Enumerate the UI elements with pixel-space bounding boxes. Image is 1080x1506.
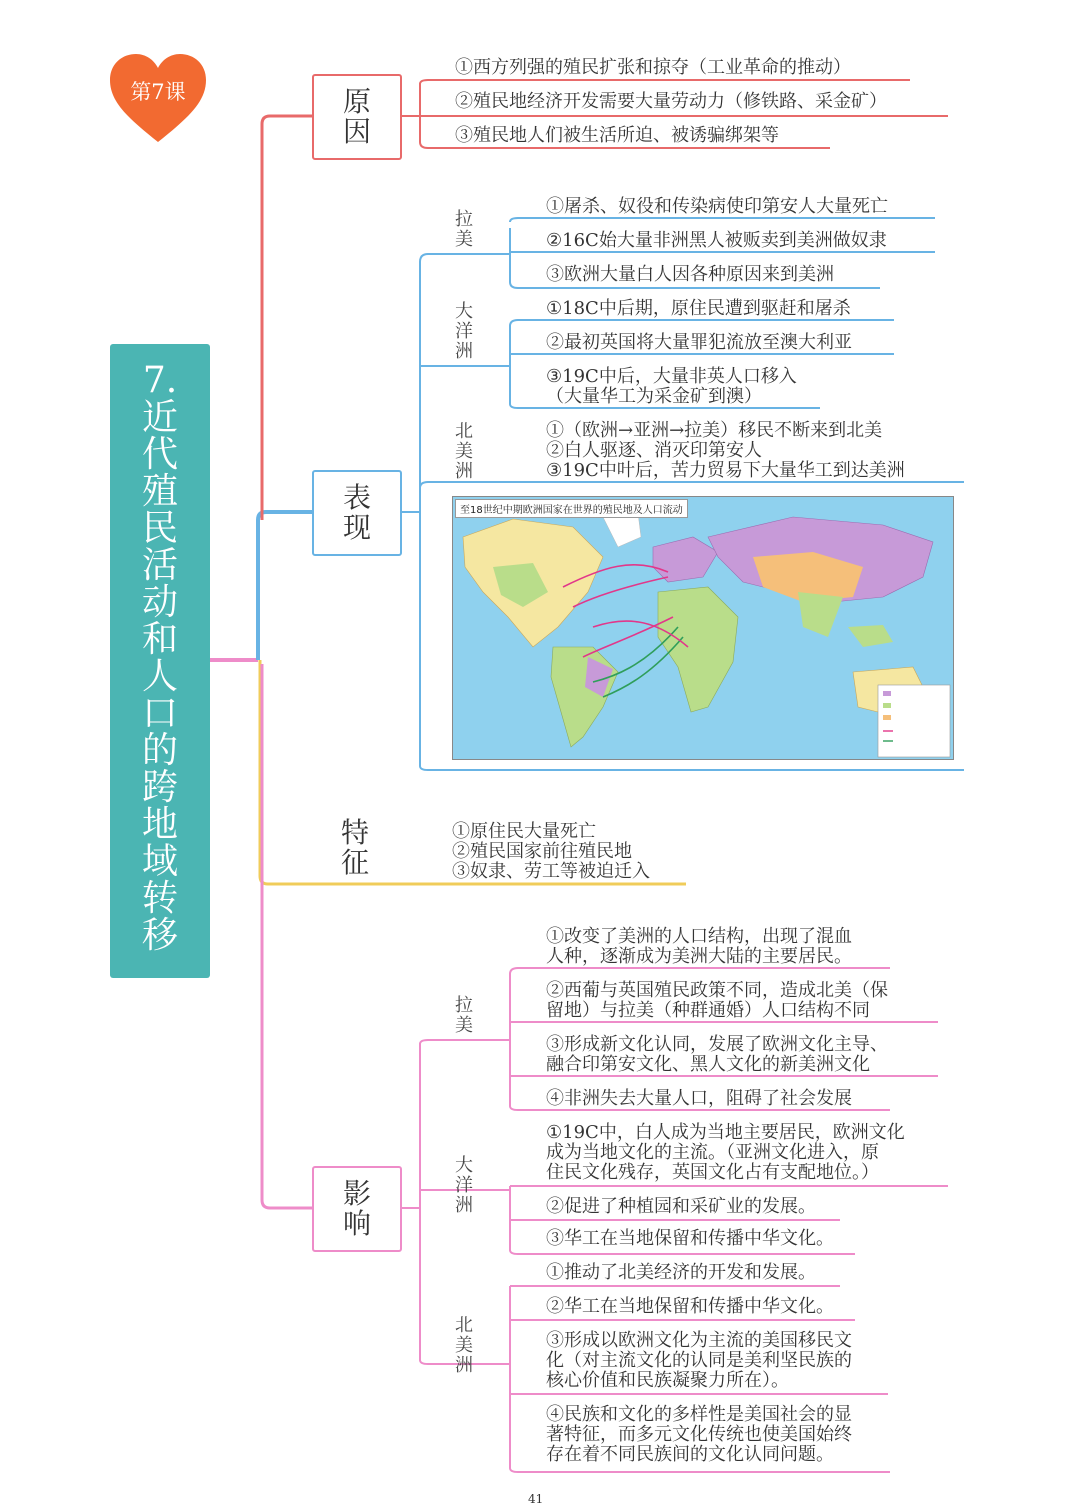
- performance-latam-item: ②16C始大量非洲黑人被贩卖到美洲做奴隶: [546, 230, 887, 251]
- category-impact: [312, 1166, 402, 1252]
- category-performance-label: 表现: [342, 481, 371, 544]
- main-title-number: 7.: [142, 360, 178, 401]
- impact-latam-label: 拉美: [455, 995, 473, 1036]
- lesson-badge-label: 第7课: [130, 80, 186, 104]
- impact-north-america-item: 存在着不同民族间的文化认同问题。: [546, 1444, 834, 1465]
- performance-oceania-item: ③19C中后，大量非英人口移入: [546, 366, 797, 387]
- performance-oceania-item: ①18C中后期，原住民遭到驱赶和屠杀: [546, 298, 851, 319]
- impact-latam-item: ④非洲失去大量人口，阻碍了社会发展: [546, 1088, 852, 1109]
- reason-item: ①西方列强的殖民扩张和掠夺（工业革命的推动）: [455, 57, 851, 78]
- feature-item: ①原住民大量死亡: [452, 821, 596, 842]
- performance-oceania-item: ②最初英国将大量罪犯流放至澳大利亚: [546, 332, 852, 353]
- impact-latam-item: ②西葡与英国殖民政策不同，造成北美（保: [546, 980, 888, 1001]
- world-map-image: [453, 497, 953, 759]
- page-number: 41: [528, 1492, 544, 1506]
- impact-latam-item: 人种，逐渐成为美洲大陆的主要居民。: [546, 946, 852, 967]
- performance-oceania-item: （大量华工为采金矿到澳）: [546, 386, 762, 407]
- impact-north-america-item: ③形成以欧洲文化为主流的美国移民文: [546, 1330, 852, 1351]
- impact-north-america-item: 核心价值和民族凝聚力所在）。: [546, 1370, 789, 1391]
- performance-north-america-item: ③19C中叶后，苦力贸易下大量华工到达美洲: [546, 460, 905, 481]
- feature-item: ③奴隶、劳工等被迫迁入: [452, 861, 650, 882]
- impact-oceania-item: ②促进了种植园和采矿业的发展。: [546, 1196, 816, 1217]
- category-reasons: [312, 74, 402, 160]
- performance-oceania-label: 大洋洲: [455, 301, 473, 362]
- impact-oceania-item: 成为当地文化的主流。（亚洲文化进入，原: [546, 1142, 879, 1163]
- impact-north-america-item: ④民族和文化的多样性是美国社会的显: [546, 1404, 852, 1425]
- performance-north-america-label: 北美洲: [455, 421, 473, 482]
- impact-north-america-item: 化（对主流文化的认同是美利坚民族的: [546, 1350, 852, 1371]
- main-title-text: 近代殖民活动和人口的跨地域转移: [141, 397, 178, 956]
- impact-north-america-item: 著特征，而多元文化传统也使美国始终: [546, 1424, 852, 1445]
- impact-north-america-item: ②华工在当地保留和传播中华文化。: [546, 1296, 834, 1317]
- impact-latam-item: ①改变了美洲的人口结构，出现了混血: [546, 926, 852, 947]
- impact-north-america-item: ①推动了北美经济的开发和发展。: [546, 1262, 816, 1283]
- map-title: 至18世纪中期欧洲国家在世界的殖民地及人口流动: [455, 499, 688, 518]
- lesson-badge: [108, 52, 208, 144]
- impact-latam-item: 留地）与拉美（种群通婚）人口结构不同: [546, 1000, 870, 1021]
- performance-north-america-item: ①（欧洲→亚洲→拉美）移民不断来到北美: [546, 420, 883, 441]
- reason-item: ③殖民地人们被生活所迫、被诱骗绑架等: [455, 125, 779, 146]
- category-impact-label: 影响: [342, 1177, 371, 1240]
- feature-item: ②殖民国家前往殖民地: [452, 841, 632, 862]
- category-features-label: 特征: [340, 816, 369, 879]
- performance-latam-item: ③欧洲大量白人因各种原因来到美洲: [546, 264, 834, 285]
- category-performance: [312, 470, 402, 556]
- performance-north-america-item: ②白人驱逐、消灭印第安人: [546, 440, 762, 461]
- impact-oceania-label: 大洋洲: [455, 1155, 473, 1216]
- reason-item: ②殖民地经济开发需要大量劳动力（修铁路、采金矿）: [455, 91, 887, 112]
- main-title: [110, 344, 210, 978]
- performance-latam-label: 拉美: [455, 209, 473, 250]
- impact-oceania-item: 住民文化残存，英国文化占有支配地位。）: [546, 1162, 879, 1183]
- impact-north-america-label: 北美洲: [455, 1315, 473, 1376]
- performance-latam-item: ①屠杀、奴役和传染病使印第安人大量死亡: [546, 196, 888, 217]
- impact-oceania-item: ③华工在当地保留和传播中华文化。: [546, 1228, 834, 1249]
- category-reasons-label: 原因: [342, 85, 371, 148]
- impact-latam-item: ③形成新文化认同，发展了欧洲文化主导、: [546, 1034, 888, 1055]
- impact-oceania-item: ①19C中，白人成为当地主要居民，欧洲文化: [546, 1122, 905, 1143]
- colonial-migration-map: [452, 496, 954, 760]
- impact-latam-item: 融合印第安文化、黑人文化的新美洲文化: [546, 1054, 870, 1075]
